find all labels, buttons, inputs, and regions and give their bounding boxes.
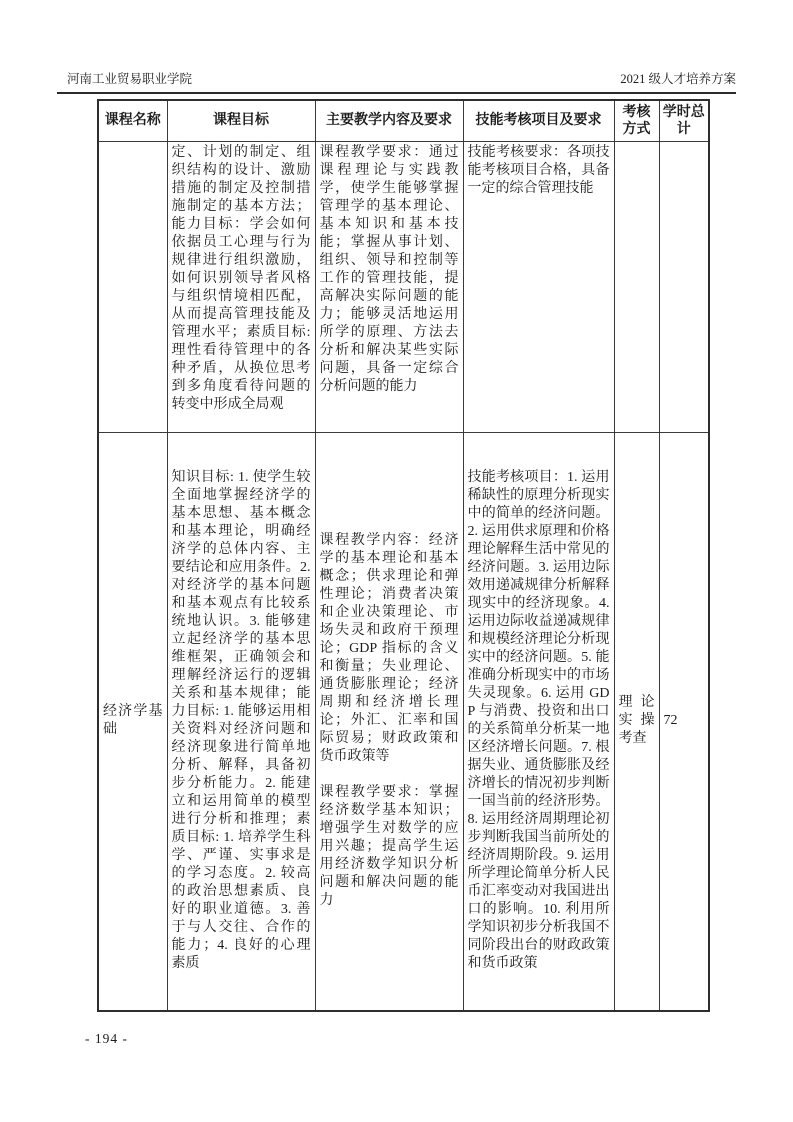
col-header-skill-assessment: 技能考核项目及要求 — [463, 100, 614, 141]
col-header-course-name: 课程名称 — [98, 100, 167, 141]
table-row — [98, 432, 709, 1011]
page-number: - 194 - — [85, 1031, 128, 1046]
cell-total-hours — [659, 141, 709, 432]
col-header-teaching-content: 主要教学内容及要求 — [315, 100, 463, 141]
page-header — [67, 71, 736, 87]
cell-course-name: 经济学基础 — [98, 432, 167, 1011]
cell-teaching-content — [315, 432, 463, 1011]
col-header-assessment-method: 考核方式 — [614, 100, 659, 141]
cell-objectives: 知识目标: 1. 使学生较全面地掌握经济学的基本思想、基本概念和基本理论，明确经济学的总体内容、主要结论和应用条件。2. 对经济学的基本问题和基本观点有比较系统地认识。3. 能够建立起经济学的基本思维框架，正确领会和理解经济运行的逻辑关系和基本规律；能力目标: 1. 能够运用相关资料对经济问题和经济现象进行简单地分析、解释，具备初步分析能力。2. 能建立和运用简单的模型进行分析和推理；素质目标: 1. 培养学生科学、严谨、实事求是的学习态度。2. 较高的政治思想素质、良好的职业道德。3. 善于与人交往、合作的能力；4. 良好的心理素质 — [167, 432, 315, 1011]
teaching-content-paragraph: 课程教学内容：经济学的基本理论和基本概念；供求理论和弹性理论；消费者决策和企业决策理论、市场失灵和政府干预理论；GDP 指标的含义和衡量；失业理论、通货膨胀理论；经济周期和经济增长理论；外汇、汇率和国际贸易；财政政策和货币政策等 — [319, 533, 459, 765]
col-header-objectives: 课程目标 — [167, 100, 315, 141]
cell-assessment-method: 理论实操考查 — [614, 432, 659, 1011]
cell-teaching-content: 课程教学要求：通过课程理论与实践教学，使学生能够掌握管理学的基本理论、基本知识和基本技能；掌握从事计划、组织、领导和控制等工作的管理技能，提高解决实际问题的能力；能够灵活地运用所学的原理、方法去分析和解决某些实际问题，具备一定综合分析问题的能力 — [315, 141, 463, 432]
header-rule — [57, 92, 736, 94]
table-row — [98, 141, 709, 432]
course-plan-table — [97, 99, 710, 1012]
cell-objectives: 定、计划的制定、组织结构的设计、激励措施的制定及控制措施制定的基本方法；能力目标：学会如何依据员工心理与行为规律进行组织激励，如何识别领导者风格与组织情境相匹配，从而提高管理技能及管理水平；素质目标:理性看待管理中的各种矛盾，从换位思考到多角度看待问题的转变中形成全局观 — [167, 141, 315, 432]
cell-skill-assessment: 技能考核项目：1. 运用稀缺性的原理分析现实中的简单的经济问题。2. 运用供求原理和价格理论解释生活中常见的经济问题。3. 运用边际效用递减规律分析解释现实中的经济现象。4. 运用边际收益递减规律和规模经济理论分析现实中的经济问题。5. 能准确分析现实中的市场失灵现象。6. 运用 GDP 与消费、投资和出口的关系简单分析某一地区经济增长问题。7. 根据失业、通货膨胀及经济增长的情况初步判断一国当前的经济形势。8. 运用经济周期理论初步判断我国当前所处的经济周期阶段。9. 运用所学理论简单分析人民币汇率变动对我国进出口的影响。10. 利用所学知识初步分析我国不同阶段出台的财政政策和货币政策 — [463, 432, 614, 1011]
cell-course-name — [98, 141, 167, 432]
teaching-requirements-paragraph: 课程教学要求：掌握经济数学基本知识；增强学生对数学的应用兴趣；提高学生运用经济数学知识分析问题和解决问题的能力 — [319, 785, 459, 909]
header-school-name: 河南工业贸易职业学院 — [67, 72, 193, 86]
header-doc-title: 2021 级人才培养方案 — [620, 72, 736, 86]
table-header-row — [98, 100, 709, 141]
cell-assessment-method — [614, 141, 659, 432]
cell-skill-assessment: 技能考核要求：各项技能考核项目合格，具备一定的综合管理技能 — [463, 141, 614, 432]
cell-total-hours: 72 — [659, 432, 709, 1011]
col-header-total-hours: 学时总计 — [659, 100, 709, 141]
